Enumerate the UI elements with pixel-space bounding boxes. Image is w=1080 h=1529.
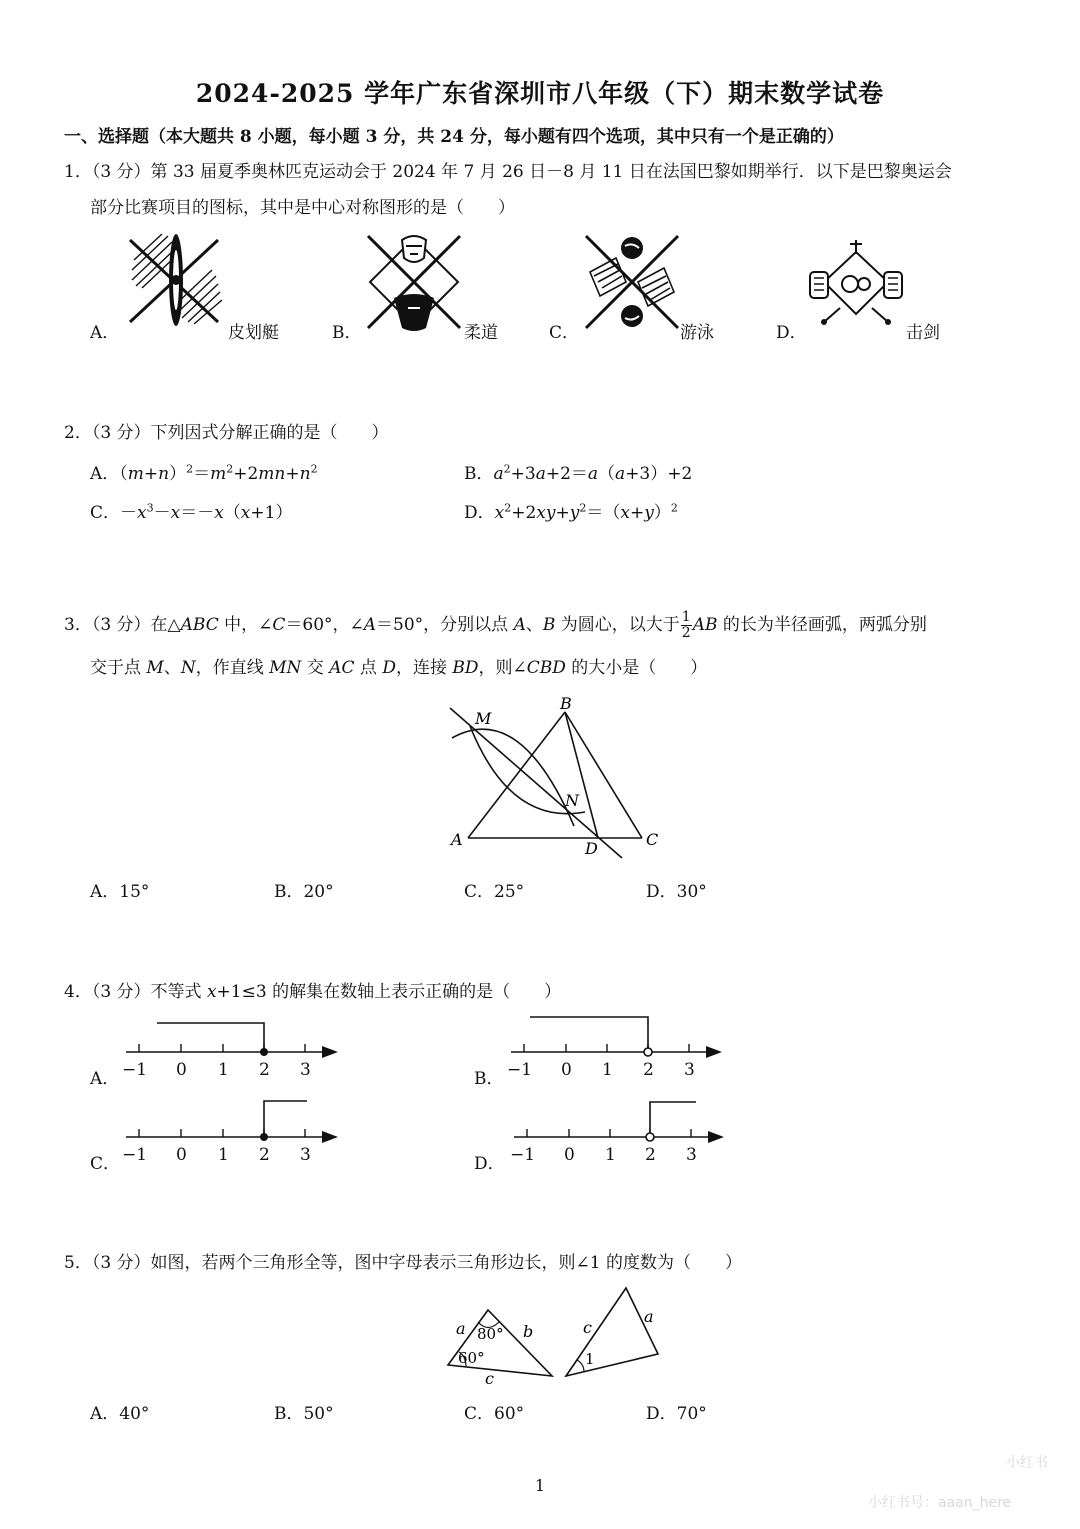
tick-label: 0	[176, 1145, 187, 1165]
q5-option-b[interactable]: B．50°	[274, 1404, 334, 1424]
label-a-right: a	[644, 1307, 654, 1326]
tick-label: 0	[564, 1145, 575, 1165]
q1-stem-line1: 1．（3 分）第 33 届夏季奥林匹克运动会于 2024 年 7 月 26 日－8 月 11 日在法国巴黎如期举行．以下是巴黎奥运会	[64, 162, 952, 182]
label-80-degrees: 80°	[477, 1325, 504, 1343]
section-heading: 一、选择题（本大题共 8 小题，每小题 3 分，共 24 分，每小题有四个选项，其中只有一个是正确的）	[64, 127, 844, 147]
label-c: C	[646, 830, 659, 849]
label-c-left: c	[485, 1369, 494, 1388]
q1-option-d-letter[interactable]: D．	[776, 323, 807, 343]
q3-option-a[interactable]: A．15°	[90, 882, 150, 902]
tick-label: −1	[507, 1060, 533, 1080]
watermark-id: 小红书号：aaan_here	[868, 1495, 1012, 1511]
tick-label: 1	[605, 1145, 616, 1165]
tick-label: 1	[218, 1145, 229, 1165]
tick-label: 2	[259, 1060, 270, 1080]
label-60-degrees: 60°	[458, 1349, 485, 1367]
tick-label: 0	[176, 1060, 187, 1080]
page-number: 1	[534, 1476, 546, 1495]
q5-option-c[interactable]: C．60°	[464, 1404, 525, 1424]
q3-stem-line2: 交于点 M、N，作直线 MN 交 AC 点 D，连接 BD，则∠CBD 的大小是（ ）	[90, 658, 708, 678]
label-d: D	[585, 839, 598, 858]
q5-option-d[interactable]: D．70°	[646, 1404, 707, 1424]
tick-label: 3	[300, 1060, 311, 1080]
q4-option-a[interactable]: A．	[90, 1069, 120, 1089]
q4-stem: 4．（3 分）不等式 x+1≤3 的解集在数轴上表示正确的是（ ）	[64, 982, 562, 1002]
tick-label: 3	[684, 1060, 695, 1080]
q1-option-b-letter[interactable]: B．	[332, 323, 362, 343]
q1-option-a-letter[interactable]: A．	[90, 323, 120, 343]
q1-option-c-caption: 游泳	[680, 323, 714, 343]
q3-option-d[interactable]: D．30°	[646, 882, 707, 902]
q4-option-c[interactable]: C．	[90, 1154, 121, 1174]
q1-option-a-caption: 皮划艇	[228, 323, 279, 343]
label-b: B	[560, 694, 572, 713]
q1-option-d-caption: 击剑	[906, 323, 940, 343]
tick-label: −1	[122, 1060, 148, 1080]
q3-stem-line1: 3．（3 分）在△ABC 中，∠C＝60°，∠A＝50°，分别以点 A、B 为圆心，以大于 $\frac{1}{2}$ AB 的长为半径画弧，两弧分别	[64, 609, 927, 641]
tick-label: −1	[122, 1145, 148, 1165]
q2-option-b[interactable]: B．$a^2+3a+2=a(a+3)+2$	[464, 462, 693, 484]
q1-option-c-letter[interactable]: C．	[549, 323, 580, 343]
tick-label: 1	[218, 1060, 229, 1080]
watermark-logo: 小红书	[1006, 1455, 1048, 1471]
q3-option-b[interactable]: B．20°	[274, 882, 334, 902]
tick-label: 2	[645, 1145, 656, 1165]
q2-option-d[interactable]: D．$x^2+2xy+y^2=(x+y)^2$	[464, 501, 678, 523]
q3-option-c[interactable]: C．25°	[464, 882, 525, 902]
q2-option-a[interactable]: A．$(m+n)^2=m^2+2mn+n^2$	[90, 462, 318, 484]
q5-option-a[interactable]: A．40°	[90, 1404, 150, 1424]
tick-label: −1	[510, 1145, 536, 1165]
fraction-one-half: $\frac{1}{2}$	[681, 609, 691, 641]
q1-stem-line2: 部分比赛项目的图标，其中是中心对称图形的是（ ）	[90, 198, 515, 218]
label-m: M	[475, 709, 492, 728]
q4-option-b[interactable]: B．	[474, 1069, 504, 1089]
q2-stem: 2．（3 分）下列因式分解正确的是（ ）	[64, 423, 389, 443]
tick-label: 3	[300, 1145, 311, 1165]
q5-stem: 5．（3 分）如图，若两个三角形全等，图中字母表示三角形边长，则∠1 的度数为（ ）	[64, 1253, 742, 1273]
label-a: A	[451, 830, 463, 849]
label-c-right: c	[583, 1318, 592, 1337]
q4-option-d[interactable]: D．	[474, 1154, 505, 1174]
tick-label: 2	[259, 1145, 270, 1165]
tick-label: 2	[643, 1060, 654, 1080]
q1-option-b-caption: 柔道	[464, 323, 498, 343]
label-a-left: a	[456, 1319, 466, 1338]
tick-label: 1	[602, 1060, 613, 1080]
q2-option-c[interactable]: C．$-x^3-x=-x(x+1)$	[90, 501, 293, 523]
label-n: N	[565, 791, 579, 810]
tick-label: 3	[686, 1145, 697, 1165]
page-title: 2024-2025 学年广东省深圳市八年级（下）期末数学试卷	[195, 79, 885, 108]
tick-label: 0	[561, 1060, 572, 1080]
label-angle-1: 1	[585, 1350, 595, 1368]
label-b-left: b	[523, 1322, 534, 1341]
